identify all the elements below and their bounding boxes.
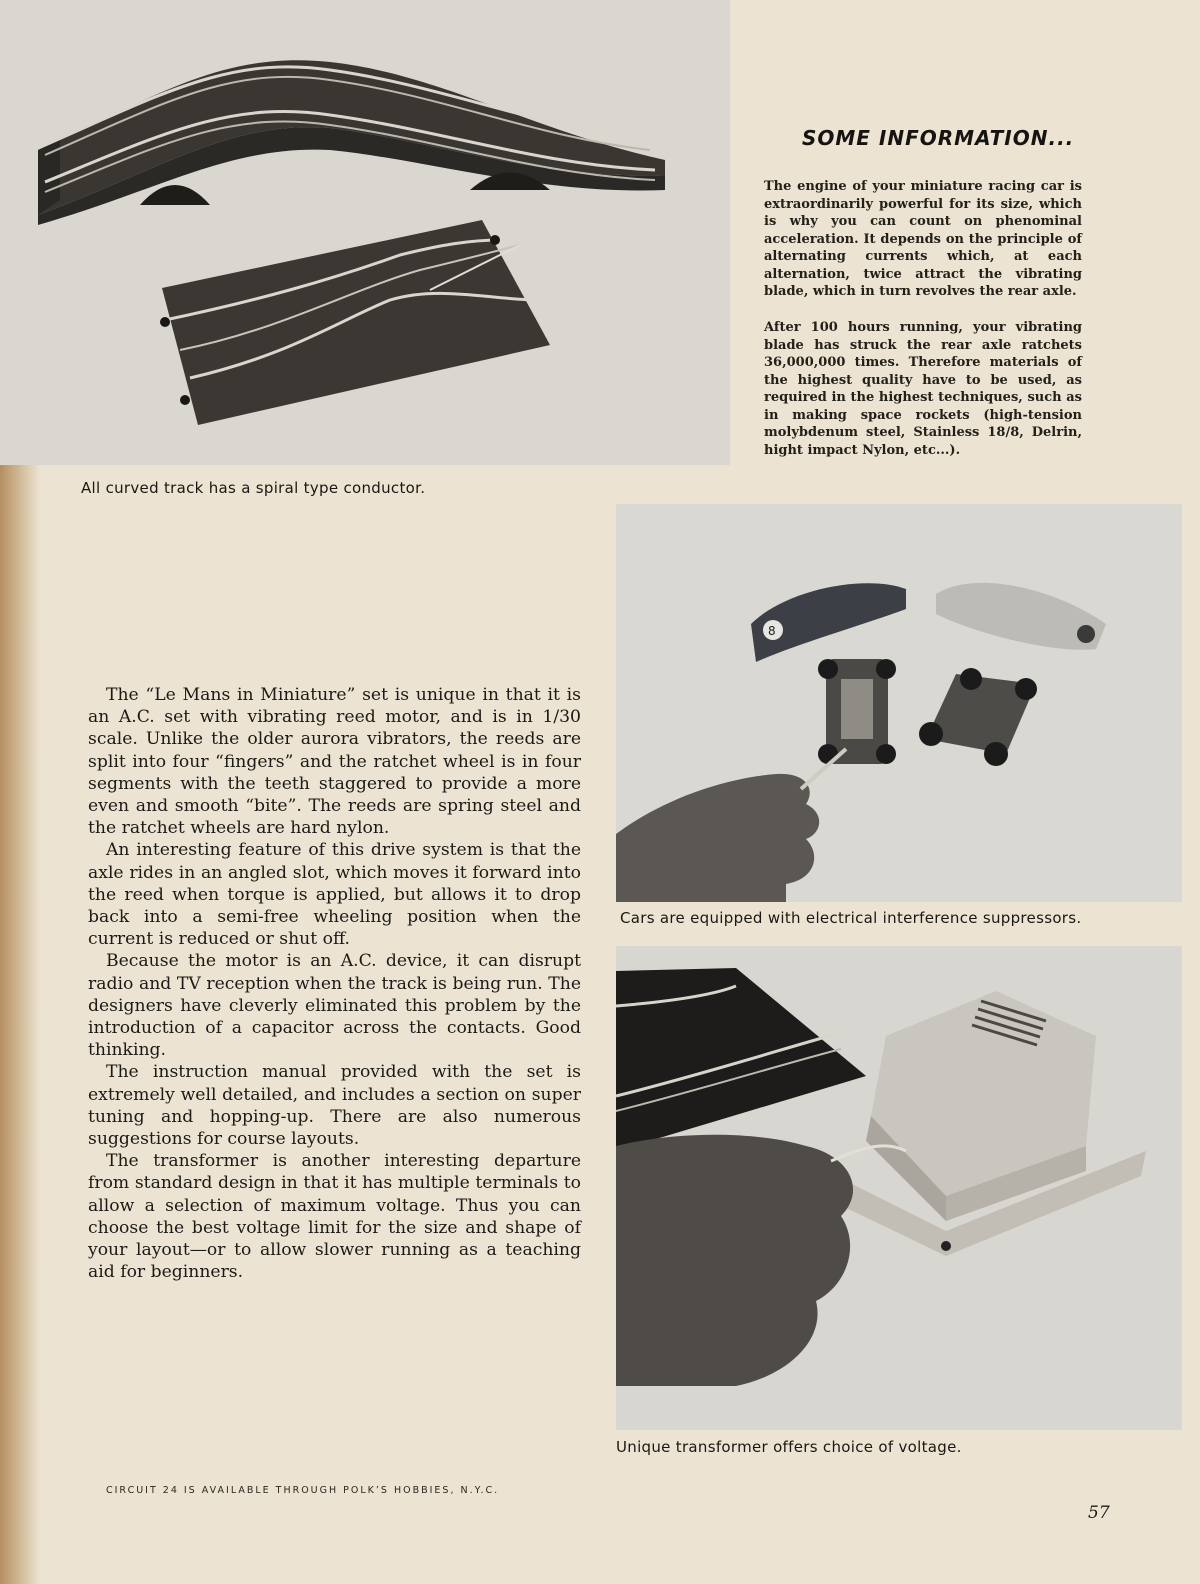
info-box-paragraph-1: The engine of your miniature racing car is extraordinarily powerful for its size, which is why you can count on phenominal acceleration. It depends on the principle of alternating currents which, at each alternation, twice attract the vibrating blade, which in turn revolves the rear axle.: [764, 179, 1082, 299]
cars-photo: [616, 504, 1182, 902]
article-paragraph-1: The “Le Mans in Miniature” set is unique in that it is an A.C. set with vibrating reed motor, and is in 1/30 scale. Unlike the older aurora vibrators, the reeds are split into four “fingers” and the ratchet wheel is in four segments with the teeth staggered to provide a more even and smooth “bite”. The reeds are spring steel and the ratchet wheels are hard nylon.: [88, 685, 581, 839]
article-paragraph-3: Because the motor is an A.C. device, it can disrupt radio and TV reception when the track is being run. The designers have cleverly eliminated this problem by the introduction of a capacitor across the contacts. Good thinking.: [88, 951, 581, 1061]
svg-text:8: 8: [768, 624, 776, 638]
transformer-photo-caption: Unique transformer offers choice of voltage.: [616, 1438, 962, 1456]
transformer-photo: [616, 946, 1182, 1430]
article-paragraph-4: The instruction manual provided with the set is extremely well detailed, and includes a section on super tuning and hopping-up. There are also numerous suggestions for course layouts.: [88, 1062, 581, 1150]
track-photo: [0, 0, 730, 465]
cars-photo-caption: Cars are equipped with electrical interference suppressors.: [620, 909, 1082, 927]
info-box-title: SOME INFORMATION...: [802, 126, 1075, 150]
track-photo-caption: All curved track has a spiral type conductor.: [81, 479, 426, 497]
article-paragraph-2: An interesting feature of this drive system is that the axle rides in an angled slot, which moves it forward into the reed when torque is applied, but allows it to drop back into a semi-free wheeling position when the current is reduced or shut off.: [88, 840, 581, 950]
page-number: 57: [1088, 1503, 1110, 1523]
availability-footer: CIRCUIT 24 IS AVAILABLE THROUGH POLK’S HOBBIES, N.Y.C.: [106, 1485, 500, 1496]
info-box-paragraph-2: After 100 hours running, your vibrating blade has struck the rear axle ratchets 36,000,000 times. Therefore materials of the highest quality have to be used, as required in the highest techniques, such as in making space rockets (high-tension molybdenum steel, Stainless 18/8, Delrin, hight impact Nylon, etc...).: [764, 320, 1082, 458]
article-paragraph-5: The transformer is another interesting departure from standard design in that it has multiple terminals to allow a selection of maximum voltage. Thus you can choose the best voltage limit for the size and shape of your layout—or to allow slower running as a teaching aid for beginners.: [88, 1151, 581, 1283]
article-body: [88, 684, 581, 1283]
